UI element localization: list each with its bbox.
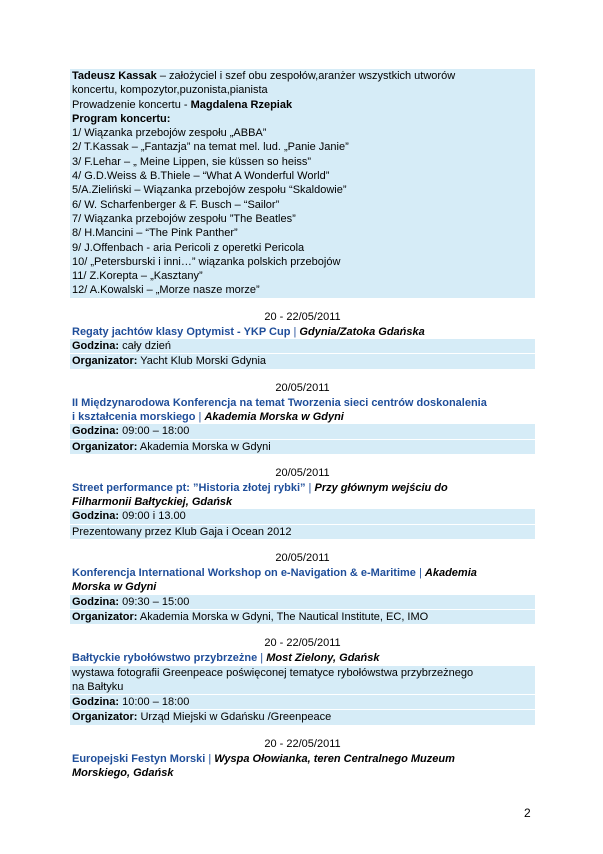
time-label: Godzina: xyxy=(72,510,120,523)
founder-desc-cont: koncertu, kompozytor,puzonista,pianista xyxy=(72,84,268,97)
title-separator: | xyxy=(305,481,315,494)
event-title-cont: i kształcenia morskiego xyxy=(72,410,196,423)
organizer-value: Yacht Klub Morski Gdynia xyxy=(137,355,267,368)
page-number: 2 xyxy=(524,806,531,820)
event-organizer xyxy=(70,354,535,368)
program-item: 2/ T.Kassak – „Fantazja” na temat mel. lud. „Panie Janie” xyxy=(72,141,349,154)
event-location: Wyspa Ołowianka, teren Centralnego Muzeum xyxy=(214,752,455,765)
event-time xyxy=(70,509,535,523)
title-separator: | xyxy=(195,410,205,423)
title-separator: | xyxy=(415,567,425,580)
program-item: 12/ A.Kowalski – „Morze nasze morze” xyxy=(72,284,260,297)
event-title: Konferencja International Workshop on e-Navigation & e-Maritime xyxy=(72,567,416,580)
event-location-cont: Filharmonii Bałtyckiej, Gdańsk xyxy=(72,496,233,509)
time-label: Godzina: xyxy=(72,340,120,353)
time-value: 09:30 – 15:00 xyxy=(119,595,190,608)
time-value: 09:00 i 13.00 xyxy=(119,510,186,523)
event-heading xyxy=(70,481,535,510)
program-heading: Program koncertu: xyxy=(72,112,171,125)
event-location: Akademia Morska w Gdyni xyxy=(204,410,344,423)
event-heading xyxy=(70,396,535,425)
program-item: 5/A.Zieliński – Wiązanka przebojów zespołu “Skaldowie” xyxy=(72,184,347,197)
organizer-label: Organizator: xyxy=(72,610,138,623)
event-date: 20/05/2011 xyxy=(275,381,330,394)
time-value: 10:00 – 18:00 xyxy=(119,696,190,709)
event-location: Most Zielony, Gdańsk xyxy=(266,652,380,665)
time-value: cały dzień xyxy=(119,340,172,353)
event-heading xyxy=(70,325,535,339)
program-item: 3/ F.Lehar – „ Meine Lippen, sie küssen so heiss” xyxy=(72,155,312,168)
event-date: 20/05/2011 xyxy=(275,466,330,479)
organizer-label: Organizator: xyxy=(72,440,138,453)
founder-line xyxy=(72,69,533,83)
program-item: 6/ W. Scharfenberger & F. Busch – “Sailor” xyxy=(72,198,280,211)
time-label: Godzina: xyxy=(72,425,120,438)
time-value: 09:00 – 18:00 xyxy=(119,425,190,438)
program-item: 9/ J.Offenbach - aria Pericoli z operetki Pericola xyxy=(72,241,305,254)
event-title: II Międzynarodowa Konferencja na temat Tworzenia sieci centrów doskonalenia xyxy=(72,396,487,409)
description-line: na Bałtyku xyxy=(72,680,124,693)
founder-desc: – założyciel i szef obu zespołów,aranżer wszystkich utworów xyxy=(156,70,456,82)
program-item: 7/ Wiązanka przebojów zespołu ”The Beatles” xyxy=(72,212,296,225)
description-line: wystawa fotografii Greenpeace poświęconej tematyce rybołówstwa przybrzeżnego xyxy=(72,666,474,679)
host-line xyxy=(72,98,533,112)
host-name: Magdalena Rzepiak xyxy=(190,98,293,111)
program-item: 4/ G.D.Weiss & B.Thiele – “What A Wonderful World” xyxy=(72,170,330,183)
event-organizer xyxy=(70,440,535,454)
event-title: Regaty jachtów klasy Optymist - YKP Cup xyxy=(72,325,291,338)
event-title: Bałtyckie rybołówstwo przybrzeżne xyxy=(72,652,258,665)
organizer-value: Akademia Morska w Gdyni xyxy=(137,440,271,453)
event-heading xyxy=(70,566,535,595)
event-date: 20 - 22/05/2011 xyxy=(264,737,341,750)
title-separator: | xyxy=(205,752,215,765)
event-description xyxy=(70,666,535,695)
event-time xyxy=(70,695,535,709)
title-separator: | xyxy=(290,325,300,338)
title-separator: | xyxy=(257,652,267,665)
time-label: Godzina: xyxy=(72,595,120,608)
event-location: Gdynia/Zatoka Gdańska xyxy=(299,325,425,338)
organizer-label: Organizator: xyxy=(72,711,138,724)
concert-info-block xyxy=(70,69,535,298)
page-content xyxy=(70,69,535,780)
event-time xyxy=(70,339,535,353)
event-date: 20/05/2011 xyxy=(275,552,330,565)
event-location-cont: Morskiego, Gdańsk xyxy=(72,766,174,779)
host-label: Prowadzenie koncertu - xyxy=(72,98,191,111)
event-note: Prezentowany przez Klub Gaja i Ocean 2012 xyxy=(70,525,535,539)
organizer-label: Organizator: xyxy=(72,355,138,368)
event-location: Akademia xyxy=(424,567,477,580)
event-location: Przy głównym wejściu do xyxy=(314,481,448,494)
organizer-value: Urząd Miejski w Gdańsku /Greenpeace xyxy=(137,711,332,724)
event-organizer xyxy=(70,710,535,724)
time-label: Godzina: xyxy=(72,696,120,709)
program-item: 8/ H.Mancini – “The Pink Panther” xyxy=(72,227,238,240)
event-title: Europejski Festyn Morski xyxy=(72,752,206,765)
program-item: 10/ „Petersburski i inni…” wiązanka polskich przebojów xyxy=(72,255,341,268)
organizer-value: Akademia Morska w Gdyni, The Nautical Institute, EC, IMO xyxy=(137,610,429,623)
event-heading xyxy=(70,752,535,781)
event-time xyxy=(70,424,535,438)
event-organizer xyxy=(70,610,535,624)
program-item: 1/ Wiązanka przebojów zespołu „ABBA” xyxy=(72,127,267,140)
event-title: Street performance pt: ”Historia złotej rybki” xyxy=(72,481,306,494)
founder-name: Tadeusz Kassak xyxy=(72,70,157,82)
program-item: 11/ Z.Korepta – „Kasztany” xyxy=(72,270,203,283)
event-heading xyxy=(70,651,535,665)
event-date: 20 - 22/05/2011 xyxy=(264,310,341,323)
event-location-cont: Morska w Gdyni xyxy=(72,581,157,594)
event-time xyxy=(70,595,535,609)
event-date: 20 - 22/05/2011 xyxy=(264,637,341,650)
